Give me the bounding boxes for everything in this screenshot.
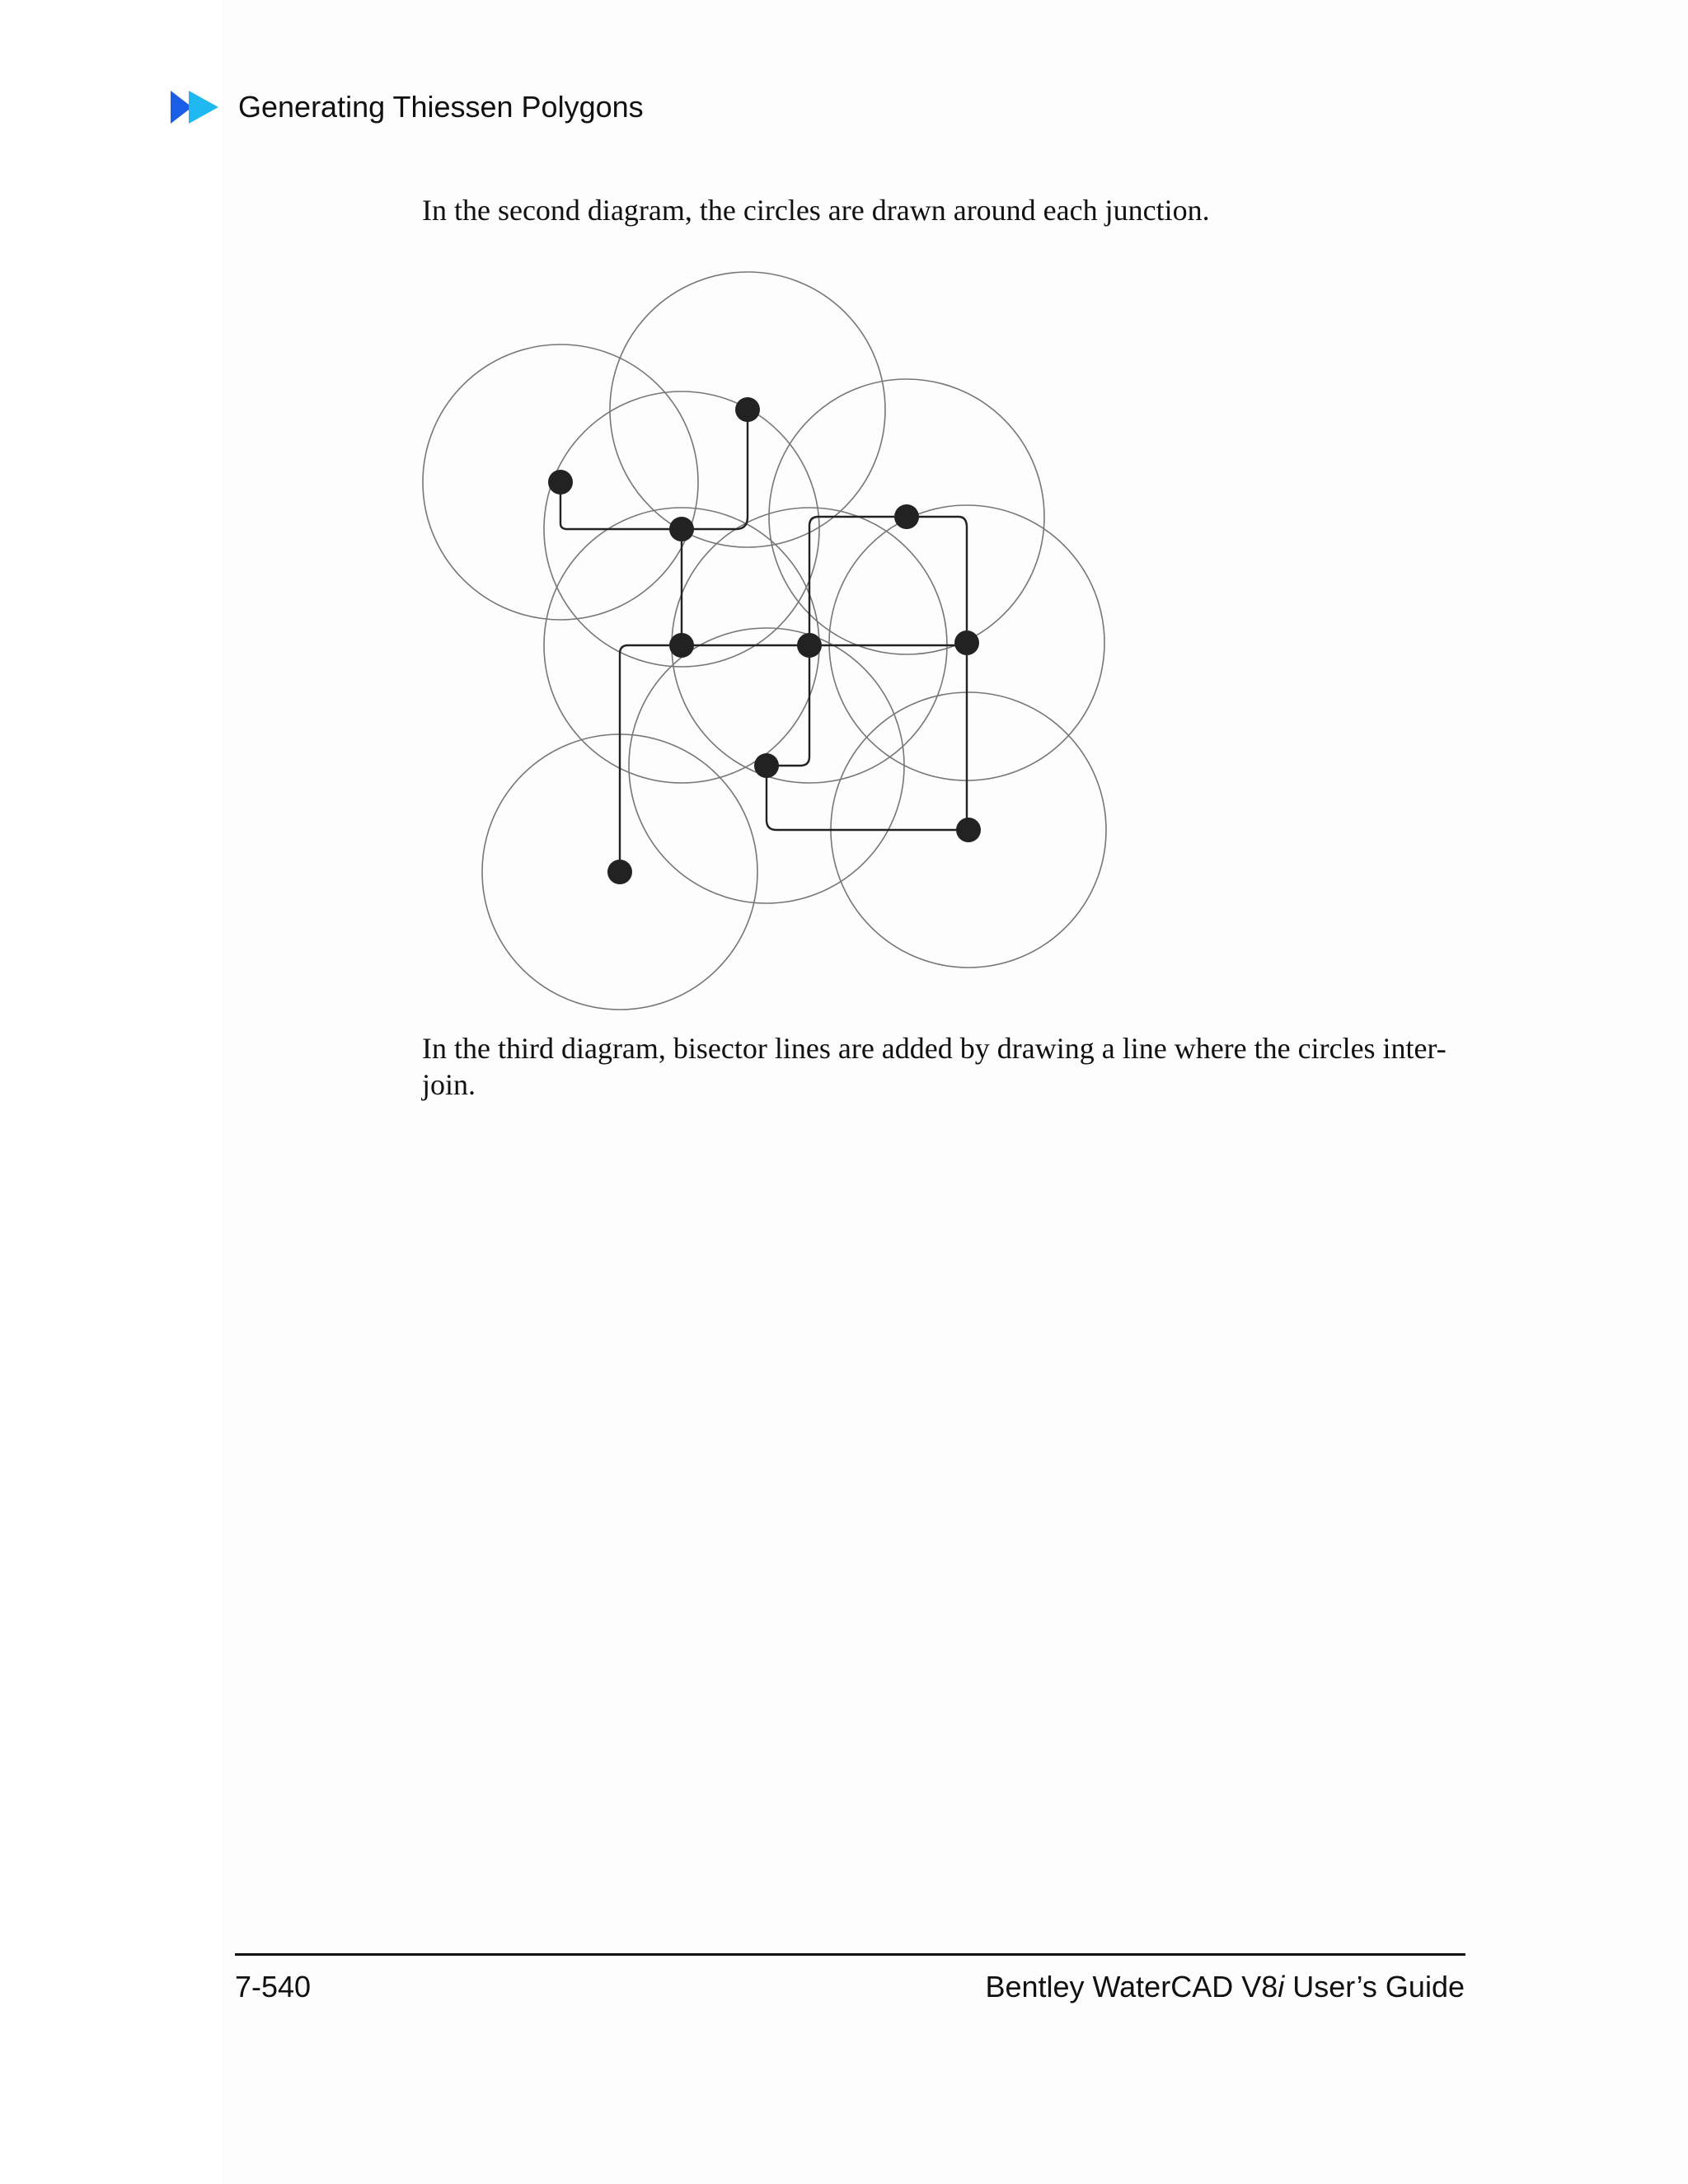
guide-title <box>985 1970 1465 2004</box>
guide-title-italic: i <box>1278 1970 1285 2004</box>
pipe <box>620 645 967 872</box>
junction-node <box>669 517 694 541</box>
junction-circles-diagram <box>0 0 1688 1022</box>
junction-node <box>669 633 694 658</box>
guide-title-suffix: User’s Guide <box>1284 1970 1465 2004</box>
guide-title-prefix: Bentley WaterCAD V8 <box>985 1970 1278 2004</box>
junction-node <box>956 818 981 842</box>
junctions <box>548 397 981 884</box>
section-title: Generating Thiessen Polygons <box>238 90 644 124</box>
junction-node <box>754 753 779 778</box>
page-number: 7-540 <box>235 1970 312 2004</box>
pipes <box>560 410 968 872</box>
junction-node <box>548 470 573 494</box>
paragraph-third-diagram <box>422 1030 1465 1103</box>
paragraph-line: join. <box>422 1068 476 1101</box>
paragraph-second-diagram: In the second diagram, the circles are drawn around each junction. <box>422 194 1210 227</box>
paragraph-line: In the third diagram, bisector lines are added by drawing a line where the circles inter- <box>422 1032 1447 1065</box>
circles <box>423 272 1106 1010</box>
junction-node <box>797 633 822 658</box>
junction-node <box>607 860 632 884</box>
junction-node <box>954 630 979 655</box>
junction-node <box>894 504 919 529</box>
junction-node <box>735 397 760 422</box>
footer-divider <box>235 1953 1465 1956</box>
pipe <box>767 766 968 830</box>
